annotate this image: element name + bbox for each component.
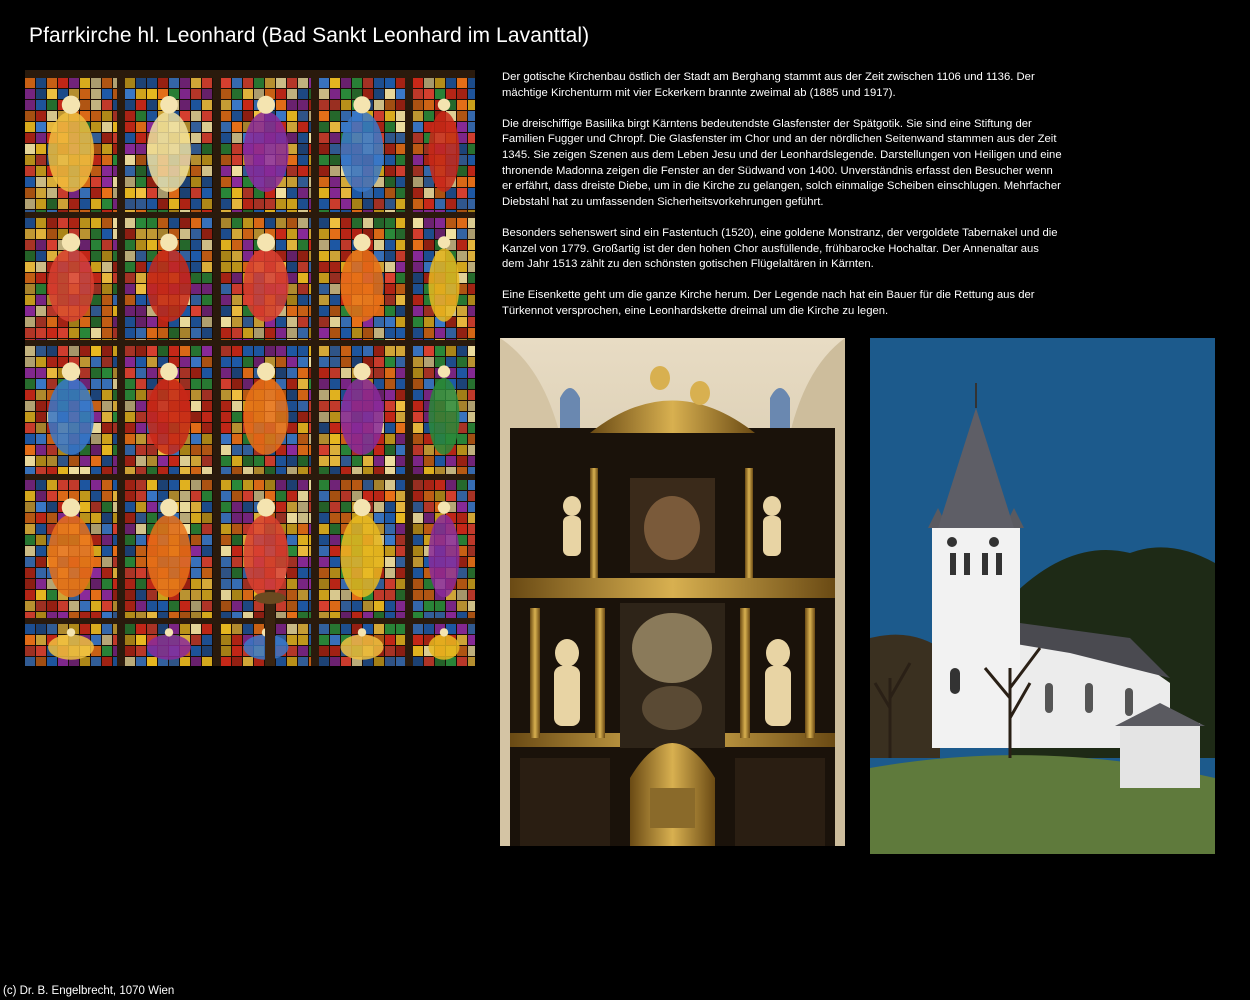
copyright-footer: (c) Dr. B. Engelbrecht, 1070 Wien <box>3 985 175 997</box>
paragraph-legend: Eine Eisenkette geht um die ganze Kirche herum. Der Legende nach hat ein Bauer für die Rettung aus der Türkennot versprochen, eine Leonhardskette dreimal um die Kirche zu legen. <box>502 289 1035 317</box>
page-title: Pfarrkirche hl. Leonhard (Bad Sankt Leonhard im Lavanttal) <box>29 24 590 47</box>
description-text <box>502 70 1062 335</box>
paragraph-history: Der gotische Kirchenbau östlich der Stadt am Berghang stammt aus der Zeit zwischen 1106 und 1136. Der mächtige Kirchenturm mit vier Eckerkern brannte zweimal ab (1885 und 1917). <box>502 71 1035 99</box>
church-exterior-photo[interactable] <box>870 338 1215 854</box>
paragraph-glass-windows: Die dreischiffige Basilika birgt Kärntens bedeutendste Glasfenster der Spätgotik. Sie sind eine Stiftung der Familien Fugger und Chropf. Die Glasfenster im Chor und an der nördlichen Seitenwand stammen aus der Zeit 1345. Sie zeigen Szenen aus dem Leben Jesu und der Leonhardslegende. Darstellungen von Heiligen und eine thronende Madonna zeigen die Fenster an der Südwand von 1400. Unverständnis erfasst den Besucher wenn er erfährt, dass dreiste Diebe, um in die Kirche zu gelangen, solch einmalige Scheiben einschlugen. Mehrfacher Diebstahl hat zu umfassenden Sicherheitsvorkehrungen geführt. <box>502 117 1062 208</box>
high-altar-photo[interactable] <box>500 338 845 846</box>
paragraph-highlights: Besonders sehenswert sind ein Fastentuch (1520), eine goldene Monstranz, der vergoldete Tabernakel und die Kanzel von 1779. Großartig ist der den hohen Chor ausfüllende, frühbarocke Hochaltar. Der Annenaltar aus dem Jahr 1513 zählt zu den schönsten gotischen Flügelaltären in Kärnten. <box>502 226 1058 271</box>
stained-glass-window-photo[interactable] <box>25 70 475 666</box>
